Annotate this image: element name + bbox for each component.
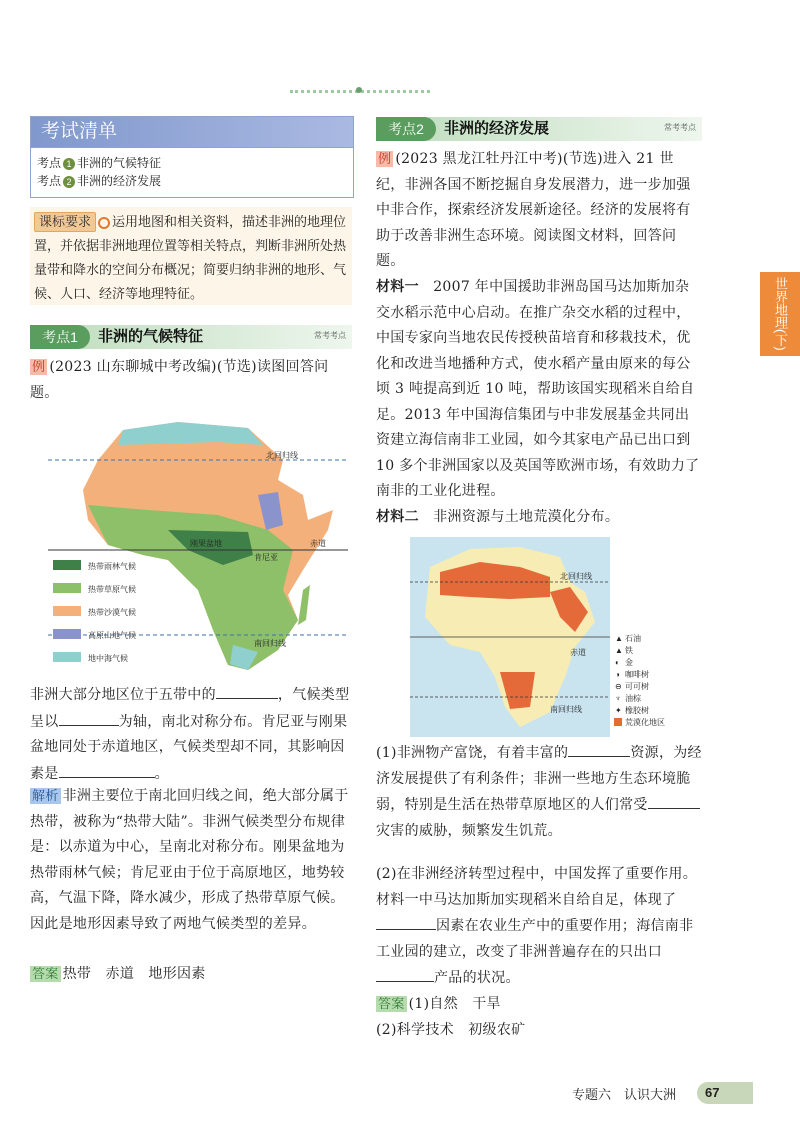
exam-list-title: 考试清单 <box>31 117 353 148</box>
svg-text:热带沙漠气候: 热带沙漠气候 <box>88 608 136 617</box>
svg-text:油棕: 油棕 <box>625 694 641 703</box>
svg-text:咖啡树: 咖啡树 <box>625 670 649 679</box>
africa-resources-map <box>410 537 700 737</box>
answer-blank[interactable] <box>216 682 278 699</box>
footer-topic: 专题六 认识大洲 <box>572 1087 677 1102</box>
page-number: 67 <box>697 1082 753 1104</box>
equator-label: 赤道 <box>310 539 326 548</box>
ex2-answer: 答案 (1)自然 干旱 (2)科学技术 初级农矿 <box>376 996 526 1038</box>
kp1-title: 非洲的气候特征 <box>98 328 204 345</box>
oil-icon: ▲ <box>615 634 623 643</box>
ex1-analysis: 解析 非洲主要位于南北回归线之间，绝大部分属于热带，被称为“热带大陆”。非洲气候类型分布规律是：以赤道为中心，呈南北对称分布。刚果盆地为热带雨林气候；肯尼亚由于位于高原地区，地势较高，气温下降，降水减少，形成了热带草原气候。因此是地形因素导致了两地气候类型的差异。 <box>30 788 349 932</box>
material-1: 材料一 2007 年中国援助非洲岛国马达加斯加杂交水稻示范中心启动。在推广杂交水稻的过程中，中国专家向当地农民传授秧苗培育和移栽技术，优化和改进当地播种方式，使水稻产量由原来的每公顷 3 吨提高到近 10 吨，帮助该国实现稻米自给自足。2013 年中国海信集团与中非发展基金共同出资建立海信南非工业园，如今其家电产品已出口到 10 多个非洲国家以及英国等欧洲市场，有效助力了南非的工业化进程。 <box>376 278 700 499</box>
ex2-intro: 例 (2023 黑龙江牡丹江中考)(节选)进入 21 世纪，非洲各国不断挖掘自身发展潜力，进一步加强中非合作，探索经济发展新途径。经济的发展将有助于改善非洲生态环境。阅读图文材料，回答问题。 <box>376 151 691 269</box>
svg-text:荒漠化地区: 荒漠化地区 <box>625 718 665 727</box>
africa-climate-map <box>48 420 358 676</box>
answer-tag: 答案 <box>32 966 59 981</box>
svg-text:地中海气候: 地中海气候 <box>88 654 128 663</box>
ex1-tag: 例 <box>32 359 46 374</box>
kp2-header <box>376 117 702 141</box>
answer-blank[interactable] <box>59 709 119 726</box>
svg-text:热带草原气候: 热带草原气候 <box>88 585 136 594</box>
oil-palm-icon: ♆ <box>615 694 621 703</box>
answer-tag: 答案 <box>378 996 405 1011</box>
map2-legend <box>614 633 665 727</box>
side-tab: 世界地理(下) <box>760 272 800 356</box>
kp1-tag: 考点1 <box>30 325 90 349</box>
cocoa-icon: ⊖ <box>615 682 622 691</box>
answer-blank[interactable] <box>376 965 434 982</box>
answer-blank[interactable] <box>568 740 630 757</box>
svg-text:可可树: 可可树 <box>625 682 649 691</box>
mediterranean-north <box>118 422 263 445</box>
ex2-question-2: (2)在非洲经济转型过程中，中国发挥了重要作用。材料一中马达加斯加实现稻米自给自足，体现了因素在农业生产中的重要作用；海信南非工业园的建立，改变了非洲普遍存在的只出口产品的状况。 <box>376 866 698 986</box>
kp2-title: 非洲的经济发展 <box>444 120 550 137</box>
answer-blank[interactable] <box>376 913 436 930</box>
svg-text:石油: 石油 <box>625 634 641 643</box>
requirement-text: 运用地图和相关资料，描述非洲的地理位置，并依据非洲地理位置等相关特点，判断非洲所处热量带和降水的空间分布概况；简要归纳非洲的地形、气候、人口、经济等地理特征。 <box>34 215 347 302</box>
answer-blank[interactable] <box>59 761 155 778</box>
madagascar <box>298 585 310 625</box>
ex1-intro: 例 (2023 山东聊城中考改编)(节选)读图回答问题。 <box>30 359 329 401</box>
svg-text:高原山地气候: 高原山地气候 <box>88 631 136 640</box>
gold-icon: ◐ <box>615 658 620 667</box>
congo-label: 刚果盆地 <box>190 539 222 548</box>
coffee-icon: ◑ <box>615 670 620 679</box>
equator-label: 赤道 <box>570 648 586 657</box>
kp1-freq: 常考考点 <box>314 331 346 340</box>
bullet-icon <box>98 217 110 229</box>
svg-text:橡胶树: 橡胶树 <box>625 706 649 715</box>
exam-list-item: 考点 1 非洲的气候特征 <box>37 156 162 170</box>
ex1-question: 非洲大部分地区位于五带中的 ，气候类型呈以 为轴，南北对称分布。肯尼亚与刚果盆地同处于赤道地区，气候类型却不同，其影响因素是 。 <box>30 682 352 787</box>
iron-icon: ▲ <box>615 646 623 655</box>
svg-text:热带雨林气候: 热带雨林气候 <box>88 562 136 571</box>
rubber-icon: ✦ <box>615 706 622 715</box>
svg-text:金: 金 <box>625 658 633 667</box>
top-decoration <box>290 90 430 99</box>
desertification-icon <box>614 718 622 726</box>
tropic-south-label: 南回归线 <box>254 639 286 648</box>
ex2-tag: 例 <box>378 151 392 166</box>
tropic-north-label: 北回归线 <box>560 572 592 581</box>
exam-list-item: 考点 2 非洲的经济发展 <box>37 174 162 188</box>
map1-legend <box>53 560 136 663</box>
material-2: 材料二 非洲资源与土地荒漠化分布。 <box>376 508 620 525</box>
curriculum-requirement <box>30 207 352 305</box>
ex1-answer: 答案 热带 赤道 地形因素 <box>32 966 206 982</box>
tropic-south-label: 南回归线 <box>550 705 582 714</box>
tropic-north-label: 北回归线 <box>266 451 298 460</box>
answer-blank[interactable] <box>648 792 700 809</box>
kenya-label: 肯尼亚 <box>254 553 278 562</box>
analysis-tag: 解析 <box>32 788 59 803</box>
exam-list-box <box>30 116 354 198</box>
svg-text:铁: 铁 <box>625 646 633 655</box>
kp2-tag: 考点2 <box>376 117 436 141</box>
kp1-header <box>30 325 352 349</box>
requirement-tag: 课标要求 <box>34 212 96 232</box>
kp2-freq: 常考考点 <box>664 123 696 132</box>
ex2-question-1: (1)非洲物产富饶，有着丰富的 资源，为经济发展提供了有利条件；非洲一些地方生态环境脆弱，特别是生活在热带草原地区的人们常受灾害的威胁，频繁发生饥荒。 <box>376 740 702 844</box>
